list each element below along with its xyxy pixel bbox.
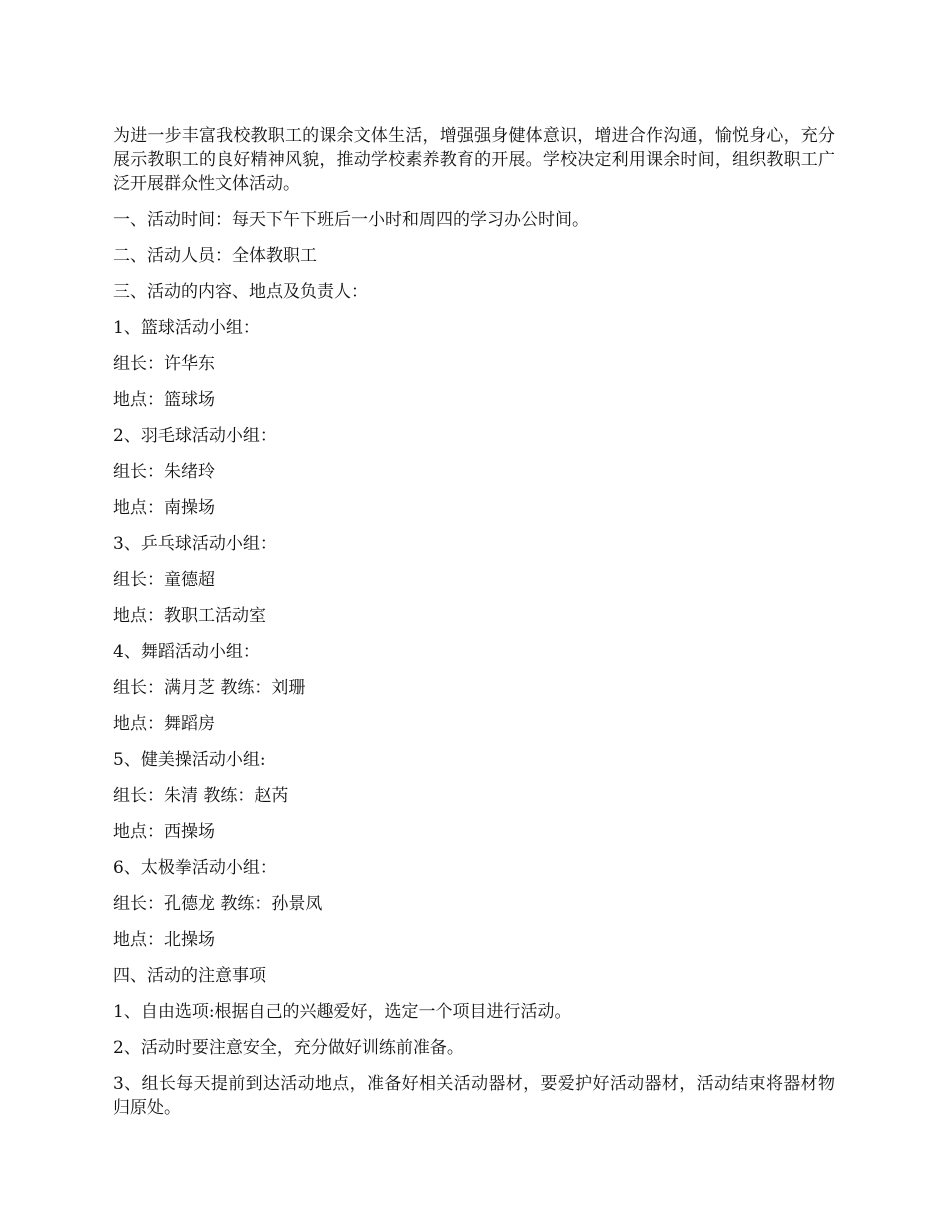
group-leader: 组长：许华东 (113, 354, 215, 374)
activity-time: 一、活动时间：每天下午下班后一小时和周四的学习办公时间。 (113, 210, 589, 230)
group-title: 5、健美操活动小组: (113, 750, 266, 770)
note-item: 3、组长每天提前到达活动地点，准备好相关活动器材，要爱护好活动器材，活动结束将器材物归原处。 (113, 1074, 835, 1118)
group-leader: 组长：朱清 教练：赵芮 (113, 786, 289, 806)
group-location: 地点：西操场 (113, 822, 215, 842)
group-leader: 组长：童德超 (113, 570, 215, 590)
group-leader: 组长：朱绪玲 (113, 462, 215, 482)
group-leader: 组长：孔德龙 教练：孙景凤 (113, 894, 323, 914)
group-title: 3、乒乓球活动小组： (113, 534, 277, 554)
notes-heading: 四、活动的注意事项 (113, 966, 266, 986)
document-body (113, 124, 835, 1120)
group-title: 6、太极拳活动小组： (113, 858, 277, 878)
group-location: 地点：篮球场 (113, 390, 215, 410)
activity-people: 二、活动人员：全体教职工 (113, 246, 317, 266)
group-title: 4、舞蹈活动小组： (113, 642, 260, 662)
group-location: 地点：南操场 (113, 498, 215, 518)
content-heading: 三、活动的内容、地点及负责人： (113, 282, 368, 302)
group-location: 地点：教职工活动室 (113, 606, 266, 626)
group-location: 地点：舞蹈房 (113, 714, 215, 734)
note-item: 1、自由选项:根据自己的兴趣爱好，选定一个项目进行活动。 (113, 1002, 572, 1022)
intro-paragraph: 为进一步丰富我校教职工的课余文体生活，增强强身健体意识，增进合作沟通，愉悦身心，充分展示教职工的良好精神风貌，推动学校素养教育的开展。学校决定利用课余时间，组织教职工广泛开展群众性文体活动。 (113, 126, 835, 194)
group-leader: 组长：满月芝 教练：刘珊 (113, 678, 306, 698)
note-item: 2、活动时要注意安全，充分做好训练前准备。 (113, 1038, 464, 1058)
group-title: 1、篮球活动小组： (113, 318, 260, 338)
group-title: 2、羽毛球活动小组： (113, 426, 277, 446)
group-location: 地点：北操场 (113, 930, 215, 950)
